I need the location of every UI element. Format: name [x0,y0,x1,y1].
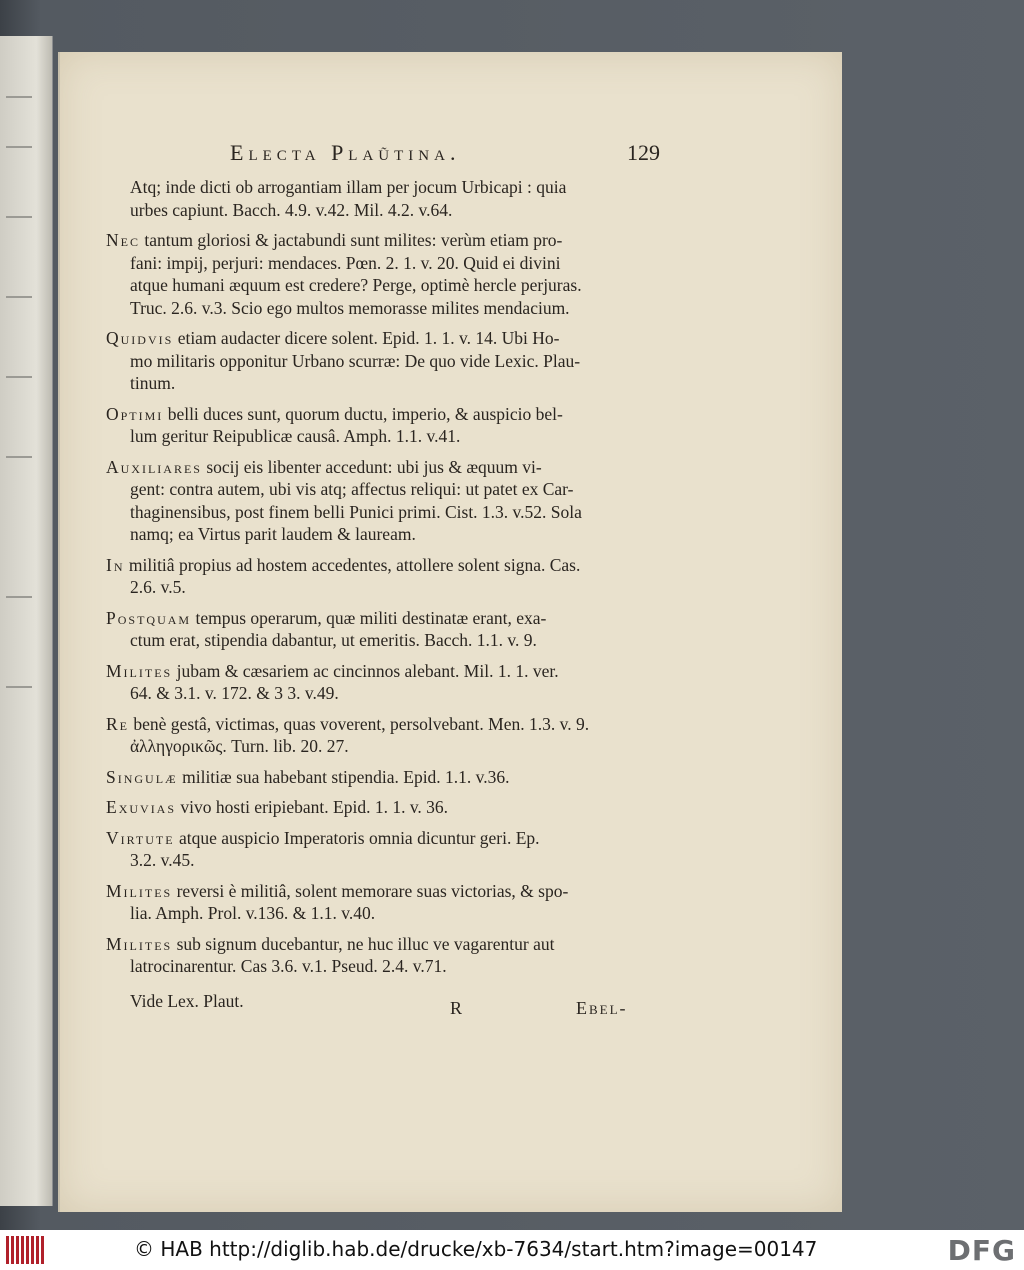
line-text: ctum erat, stipendia dabantur, ut emeritis. Bacch. 1.1. v. 9. [130,630,537,650]
body-text [106,176,654,1020]
line-text: tempus operarum, quæ militi destinatæ erant, exa- [191,607,547,628]
line-text: reversi è militiâ, solent memorare suas victorias, & spo- [172,880,569,901]
paragraph [106,229,654,319]
lead-word: Postquam [106,607,192,628]
text-line [106,350,654,373]
line-text: atque auspicio Imperatoris omnia dicuntur geri. Ep. [174,827,540,848]
lead-word: Singulæ [106,766,178,787]
paragraph [106,933,654,978]
footer-bar [0,1230,1024,1270]
paragraph [106,176,654,221]
line-text: militiâ propius ad hostem accedentes, attollere solent signa. Cas. [124,554,581,575]
previous-page-edge [0,36,53,1206]
signature-mark: R [450,998,463,1018]
dfg-logo: DFG [947,1234,1016,1267]
line-text: lia. Amph. Prol. v.136. & 1.1. v.40. [130,903,376,923]
lead-word: Re [106,713,130,734]
hab-logo-icon [6,1236,48,1264]
paragraph [106,554,654,599]
line-text: jubam & cæsariem ac cincinnos alebant. Mil. 1. 1. ver. [172,660,559,681]
text-line [106,523,654,546]
text-line [106,456,654,479]
text-line [106,501,654,524]
line-text: lum geritur Reipublicæ causâ. Amph. 1.1. v.41. [130,426,461,446]
line-text: atque humani æquum est credere? Perge, optimè hercle perjuras. [130,275,582,295]
text-line [106,199,654,222]
page-number: 129 [627,140,660,165]
paragraph [106,327,654,395]
paragraph [106,990,654,1013]
line-text: gent: contra autem, ubi vis atq; affectus reliqui: ut patet ex Car- [130,479,574,499]
line-text: sub signum ducebantur, ne huc illuc ve vagarentur aut [172,933,555,954]
text-line [106,955,654,978]
line-text: ἀλληγορικῶς. Turn. lib. 20. 27. [130,736,349,756]
line-text: Atq; inde dicti ob arrogantiam illam per jocum Urbicapi : quia [130,177,567,197]
text-line [106,576,654,599]
text-line [106,735,654,758]
running-title: Electa Plaũtina. [230,140,461,165]
paragraph [106,607,654,652]
text-line [106,766,654,789]
paragraph [106,660,654,705]
lead-word: Auxiliares [106,456,202,477]
catchword: Ebel- [576,998,628,1018]
lead-word: Milites [106,880,173,901]
text-line [106,796,654,819]
lead-word: Optimi [106,403,164,424]
text-line [106,933,654,956]
line-text: 2.6. v.5. [130,577,186,597]
footer-credit: © HAB http://diglib.hab.de/drucke/xb-7634/start.htm?image=00147 [134,1237,818,1261]
text-line [106,274,654,297]
line-text: 3.2. v.45. [130,850,195,870]
line-text: fani: impij, perjuri: mendaces. Pœn. 2. 1. v. 20. Quid ei divini [130,252,561,273]
line-text: belli duces sunt, quorum ductu, imperio, & auspicio bel- [163,403,563,424]
line-text: etiam audacter dicere solent. Epid. 1. 1. v. 14. Ubi Ho- [173,328,560,348]
line-text: urbes capiunt. Bacch. 4.9. v.42. Mil. 4.2. v.64. [130,199,453,220]
line-text: socij eis libenter accedunt: ubi jus & æquum vi- [201,456,542,477]
paragraph [106,713,654,758]
text-line [106,425,654,448]
text-line [106,176,654,199]
text-line [106,327,654,350]
text-line [106,880,654,903]
text-line [106,403,654,426]
text-line [106,660,654,683]
lead-word: Virtute [106,827,175,848]
running-head [230,140,660,170]
text-line [106,478,654,501]
paragraph [106,796,654,819]
text-line [106,827,654,850]
text-line [106,607,654,630]
line-text: vivo hosti eripiebant. Epid. 1. 1. v. 36. [176,797,449,817]
paragraph [106,403,654,448]
line-text: tantum gloriosi & jactabundi sunt milites: verùm etiam pro- [139,230,563,250]
text-line [106,682,654,705]
line-text: tinum. [130,373,176,393]
lead-word: Milites [106,933,173,954]
text-line [106,713,654,736]
line-text: benè gestâ, victimas, quas voverent, persolvebant. Men. 1.3. v. 9. [129,713,590,734]
lead-word: Milites [106,660,173,681]
lead-word: Nec [106,230,140,250]
text-line [106,372,654,395]
line-text: Vide Lex. Plaut. [130,990,244,1011]
line-text: 64. & 3.1. v. 172. & 3 3. v.49. [130,683,339,703]
paragraph [106,880,654,925]
paragraph [106,456,654,546]
text-line [106,902,654,925]
text-line [106,554,654,577]
line-text: latrocinarentur. Cas 3.6. v.1. Pseud. 2.4. v.71. [130,956,447,976]
text-line [106,252,654,275]
paragraph [106,827,654,872]
text-line [106,849,654,872]
line-text: mo militaris opponitur Urbano scurræ: De quo vide Lexic. Plau- [130,350,581,371]
text-line [106,229,654,252]
line-text: Truc. 2.6. v.3. Scio ego multos memorasse milites mendacium. [130,297,570,318]
line-text: namq; ea Virtus parit laudem & lauream. [130,524,416,544]
lead-word: Exuvias [106,797,177,817]
line-text: thaginensibus, post finem belli Punici primi. Cist. 1.3. v.52. Sola [130,501,582,522]
paragraph [106,766,654,789]
text-line [106,629,654,652]
lead-word: Quidvis [106,328,174,348]
line-text: militiæ sua habebant stipendia. Epid. 1.1. v.36. [177,766,510,787]
lead-word: In [106,554,125,575]
text-line [106,297,654,320]
